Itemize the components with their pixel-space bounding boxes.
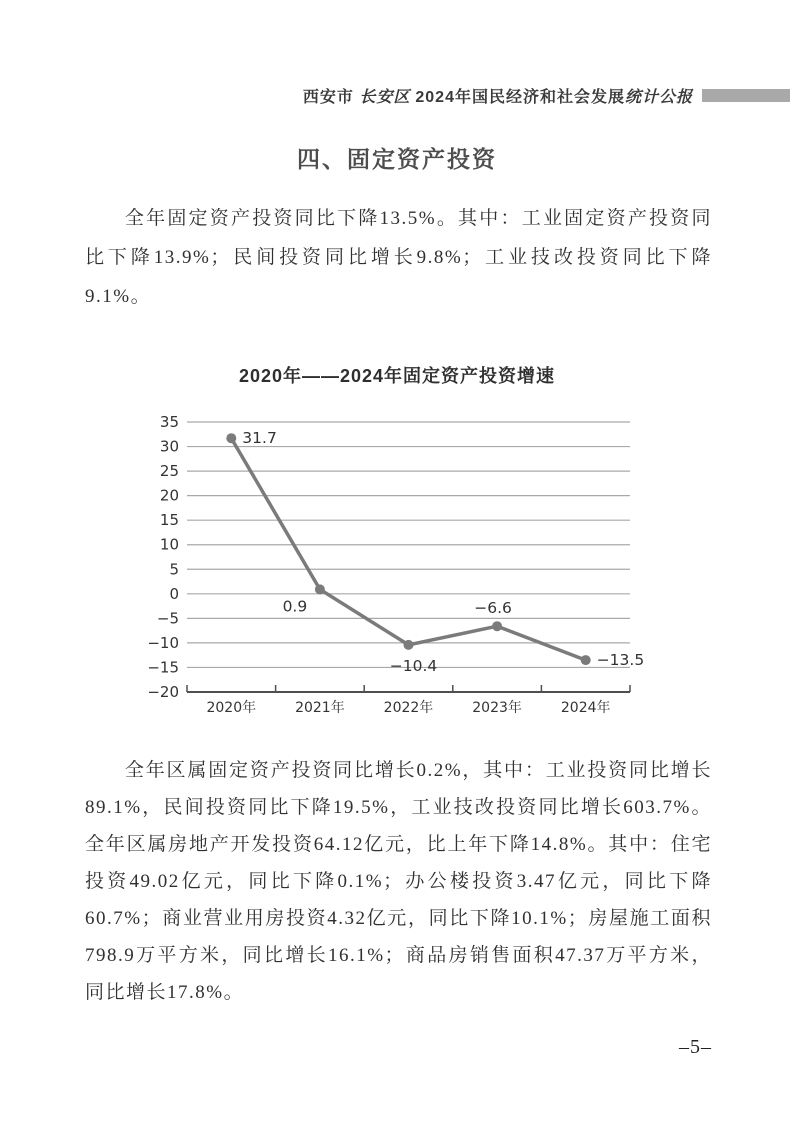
y-tick-label: −15 — [147, 658, 179, 677]
x-tick-label: 2024年 — [560, 700, 611, 716]
section-title: 四、固定资产投资 — [297, 146, 497, 172]
y-tick-label: −5 — [156, 609, 179, 628]
data-point-marker — [226, 433, 236, 443]
x-tick-label: 2021年 — [295, 700, 345, 716]
y-tick-label: 15 — [159, 511, 179, 530]
header-text-segment: 长安区 — [359, 88, 416, 106]
x-tick-label: 2022年 — [383, 700, 434, 716]
data-point-label: 31.7 — [242, 429, 277, 448]
y-tick-label: 25 — [159, 462, 179, 481]
chart-title: 2020年——2024年固定资产投资增速 — [238, 366, 556, 386]
y-tick-label: 10 — [159, 535, 179, 554]
investment-growth-line-chart — [145, 408, 650, 720]
data-point-label: 0.9 — [282, 597, 308, 616]
y-tick-label: −10 — [147, 633, 179, 652]
data-point-marker — [404, 640, 414, 650]
data-point-marker — [581, 655, 591, 665]
y-tick-label: 5 — [169, 560, 179, 579]
data-point-label: −13.5 — [596, 651, 645, 670]
x-tick-label: 2020年 — [206, 700, 257, 716]
data-point-marker — [492, 621, 502, 631]
page-header — [0, 84, 790, 106]
y-tick-label: 0 — [169, 584, 179, 603]
paragraph-district-investment-detail: 全年区属固定资产投资同比增长0.2%，其中：工业投资同比增长89.1%，民间投资同比下降19.5%，工业技改投资同比增长603.7%。全年区属房地产开发投资64.12亿元，比上年下降14.8%。其中：住宅投资49.02亿元，同比下降0.1%；办公楼投资3.47亿元，同比下降60.7%；商业营业用房投资4.32亿元，同比下降10.1%；房屋施工面积798.9万平方米，同比增长16.1%；商品房销售面积47.37万平方米，同比增长17.8%。 — [85, 760, 712, 1003]
y-tick-label: −20 — [147, 683, 179, 701]
x-tick-label: 2023年 — [472, 700, 522, 716]
y-tick-label: 35 — [159, 413, 179, 431]
y-tick-label: 20 — [159, 486, 179, 505]
data-point-label: −10.4 — [389, 656, 438, 675]
header-text-segment: 西安市 — [302, 88, 360, 106]
header-text-segment: 2024年国民经济和社会发展 — [415, 88, 625, 106]
paragraph-investment-summary: 全年固定资产投资同比下降13.5%。其中：工业固定资产投资同比下降13.9%；民间投资同比增长9.8%；工业技改投资同比下降9.1%。 — [85, 208, 712, 307]
header-text-segment: 统计公报 — [624, 88, 693, 106]
data-point-label: −6.6 — [474, 599, 512, 618]
data-point-marker — [315, 584, 325, 594]
header-title — [303, 84, 693, 107]
header-decoration-bar — [702, 89, 790, 102]
y-tick-label: 30 — [159, 437, 179, 456]
page-number: –5– — [679, 1036, 712, 1058]
